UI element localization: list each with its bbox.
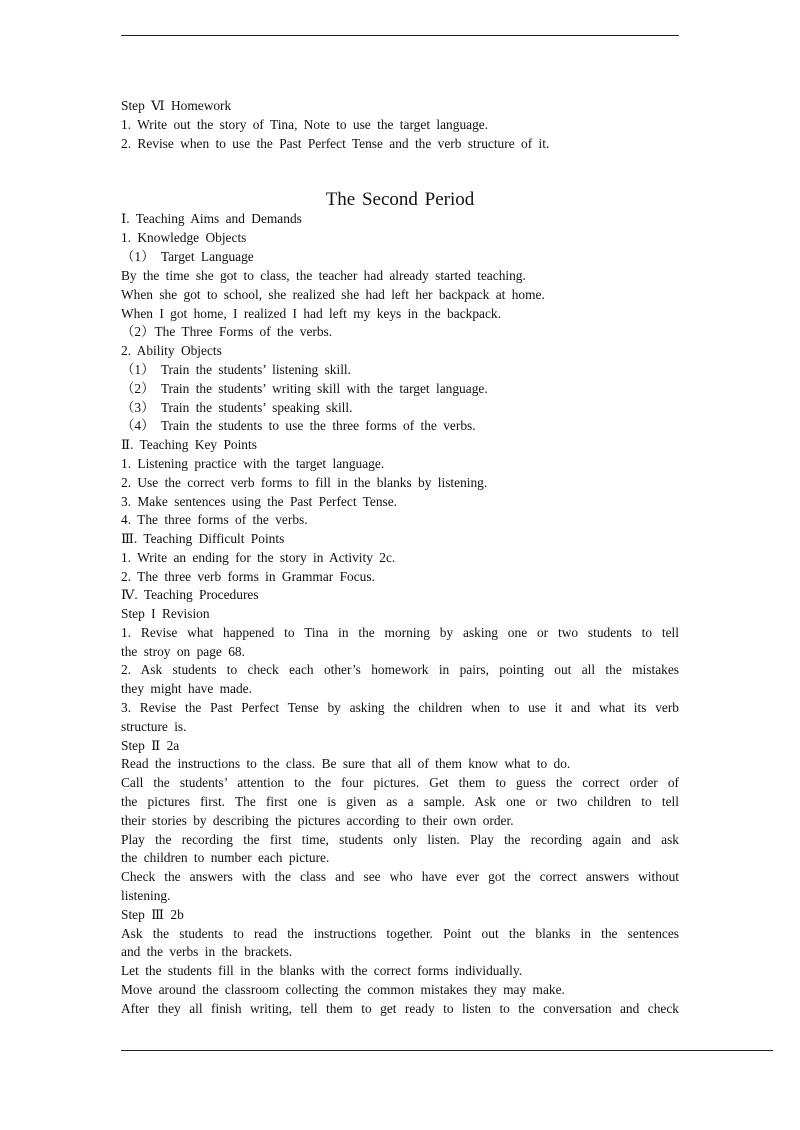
text-line: 4. The three forms of the verbs.: [121, 512, 308, 527]
text-line: the pictures first. The first one is given as a sample. Ask one or two children to tell: [121, 794, 679, 809]
text-line: the children to number each picture.: [121, 850, 330, 865]
text-line: （2） Train the students’ writing skill with the target language.: [121, 381, 488, 396]
text-line: 2. Use the correct verb forms to fill in the blanks by listening.: [121, 475, 488, 490]
step-heading: Step I Revision: [121, 606, 210, 621]
text-line: their stories by describing the pictures according to their own order.: [121, 813, 514, 828]
text-line: structure is.: [121, 719, 187, 734]
homework-heading: Step Ⅵ Homework: [121, 98, 232, 113]
text-line: 2. The three verb forms in Grammar Focus.: [121, 569, 375, 584]
text-line: 3. Revise the Past Perfect Tense by asking the children when to use it and what its verb: [121, 700, 679, 715]
homework-item-1: 1. Write out the story of Tina, Note to use the target language.: [121, 117, 489, 132]
section-heading-procedures: Ⅳ. Teaching Procedures: [121, 587, 259, 602]
text-line: Play the recording the first time, students only listen. Play the recording again and ask: [121, 832, 679, 847]
section-heading-aims: Ⅰ. Teaching Aims and Demands: [121, 211, 302, 226]
text-line: 1. Listening practice with the target language.: [121, 456, 385, 471]
step-heading: Step Ⅱ 2a: [121, 738, 180, 753]
text-line: （4） Train the students to use the three forms of the verbs.: [121, 418, 476, 433]
text-line: Read the instructions to the class. Be sure that all of them know what to do.: [121, 756, 571, 771]
text-line: Move around the classroom collecting the common mistakes they may make.: [121, 982, 565, 997]
text-line: they might have made.: [121, 681, 252, 696]
text-line: 2. Ask students to check each other’s homework in pairs, pointing out all the mistakes: [121, 662, 679, 677]
text-line: 1. Knowledge Objects: [121, 230, 247, 245]
text-line: When she got to school, she realized she had left her backpack at home.: [121, 287, 545, 302]
text-line: By the time she got to class, the teacher had already started teaching.: [121, 268, 526, 283]
page-title: The Second Period: [325, 189, 475, 210]
text-line: 1. Write an ending for the story in Activity 2c.: [121, 550, 396, 565]
homework-item-2: 2. Revise when to use the Past Perfect Tense and the verb structure of it.: [121, 136, 550, 151]
footer-rule: [121, 1050, 773, 1051]
text-line: （2）The Three Forms of the verbs.: [121, 324, 333, 339]
text-line: 3. Make sentences using the Past Perfect Tense.: [121, 494, 398, 509]
text-line: （1） Train the students’ listening skill.: [121, 362, 351, 377]
text-line: 1. Revise what happened to Tina in the morning by asking one or two students to tell: [121, 625, 679, 640]
text-line: Let the students fill in the blanks with the correct forms individually.: [121, 963, 523, 978]
text-line: listening.: [121, 888, 171, 903]
section-heading-key-points: Ⅱ. Teaching Key Points: [121, 437, 257, 452]
section-heading-difficult-points: Ⅲ. Teaching Difficult Points: [121, 531, 285, 546]
text-line: Check the answers with the class and see who have ever got the correct answers without: [121, 869, 679, 884]
text-line: After they all finish writing, tell them to get ready to listen to the conversation and check: [121, 1001, 679, 1016]
step-heading: Step Ⅲ 2b: [121, 907, 184, 922]
text-line: （1） Target Language: [121, 249, 254, 264]
text-line: 2. Ability Objects: [121, 343, 222, 358]
text-line: （3） Train the students’ speaking skill.: [121, 400, 353, 415]
text-line: Call the students’ attention to the four pictures. Get them to guess the correct order of: [121, 775, 679, 790]
text-line: the stroy on page 68.: [121, 644, 245, 659]
header-rule: [121, 35, 679, 36]
text-line: and the verbs in the brackets.: [121, 944, 293, 959]
text-line: Ask the students to read the instructions together. Point out the blanks in the sentences: [121, 926, 679, 941]
text-line: When I got home, I realized I had left my keys in the backpack.: [121, 306, 501, 321]
